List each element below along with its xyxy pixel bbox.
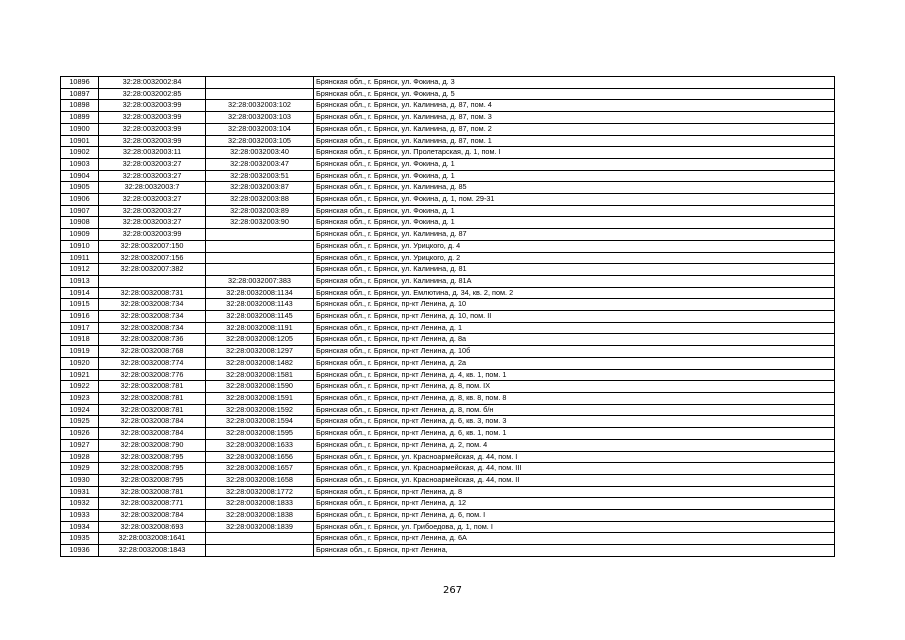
address-cell: Брянская обл., г. Брянск, пр-кт Ленина, д. 8а	[314, 334, 835, 346]
cadastral-number-cell: 32:28:0032008:795	[99, 474, 206, 486]
cadastral-number-cell: 32:28:0032003:99	[99, 135, 206, 147]
cadastral-number-cell: 32:28:0032003:27	[99, 217, 206, 229]
address-cell: Брянская обл., г. Брянск, ул. Красноармейская, д. 44, пом. III	[314, 463, 835, 475]
page-number: 267	[442, 585, 463, 596]
row-number-cell: 10899	[61, 112, 99, 124]
row-number-cell: 10918	[61, 334, 99, 346]
object-cadastral-number-cell: 32:28:0032003:87	[206, 182, 314, 194]
object-cadastral-number-cell: 32:28:0032003:51	[206, 170, 314, 182]
row-number-cell: 10909	[61, 229, 99, 241]
address-cell: Брянская обл., г. Брянск, пр-кт Ленина, д. 2, пом. 4	[314, 439, 835, 451]
row-number-cell: 10921	[61, 369, 99, 381]
object-cadastral-number-cell: 32:28:0032003:104	[206, 123, 314, 135]
object-cadastral-number-cell: 32:28:0032008:1145	[206, 311, 314, 323]
table-row	[61, 158, 835, 170]
cadastral-number-cell: 32:28:0032008:734	[99, 322, 206, 334]
object-cadastral-number-cell: 32:28:0032008:1591	[206, 392, 314, 404]
address-cell: Брянская обл., г. Брянск, ул. Красноармейская, д. 44, пом. II	[314, 474, 835, 486]
address-cell: Брянская обл., г. Брянск, ул. Фокина, д. 3	[314, 77, 835, 89]
table-row	[61, 404, 835, 416]
address-cell: Брянская обл., г. Брянск, ул. Грибоедова, д. 1, пом. I	[314, 521, 835, 533]
cadastral-number-cell: 32:28:0032003:99	[99, 100, 206, 112]
address-cell: Брянская обл., г. Брянск, ул. Калинина, д. 87, пом. 2	[314, 123, 835, 135]
row-number-cell: 10928	[61, 451, 99, 463]
object-cadastral-number-cell: 32:28:0032008:1633	[206, 439, 314, 451]
object-cadastral-number-cell	[206, 533, 314, 545]
table-row	[61, 381, 835, 393]
object-cadastral-number-cell	[206, 240, 314, 252]
cadastral-number-cell: 32:28:0032008:768	[99, 346, 206, 358]
address-cell: Брянская обл., г. Брянск, пр-кт Ленина, д. 8, пом. IX	[314, 381, 835, 393]
table-row	[61, 77, 835, 89]
cadastral-number-cell: 32:28:0032007:156	[99, 252, 206, 264]
cadastral-number-cell: 32:28:0032008:771	[99, 498, 206, 510]
object-cadastral-number-cell: 32:28:0032003:89	[206, 205, 314, 217]
cadastral-number-cell: 32:28:0032003:7	[99, 182, 206, 194]
table-row	[61, 264, 835, 276]
object-cadastral-number-cell: 32:28:0032008:1657	[206, 463, 314, 475]
cadastral-number-cell: 32:28:0032003:27	[99, 170, 206, 182]
cadastral-number-cell: 32:28:0032008:734	[99, 299, 206, 311]
address-cell: Брянская обл., г. Брянск, пр-кт Ленина, д. 8, кв. 8, пом. 8	[314, 392, 835, 404]
table-row	[61, 392, 835, 404]
object-cadastral-number-cell: 32:28:0032008:1143	[206, 299, 314, 311]
object-cadastral-number-cell: 32:28:0032008:1772	[206, 486, 314, 498]
row-number-cell: 10932	[61, 498, 99, 510]
address-cell: Брянская обл., г. Брянск, ул. Фокина, д. 1, пом. 29-31	[314, 194, 835, 206]
table-row	[61, 369, 835, 381]
row-number-cell: 10922	[61, 381, 99, 393]
cadastral-number-cell: 32:28:0032003:27	[99, 194, 206, 206]
cadastral-number-cell: 32:28:0032008:784	[99, 428, 206, 440]
registry-table-body	[61, 77, 835, 557]
table-row	[61, 194, 835, 206]
address-cell: Брянская обл., г. Брянск, пр-кт Ленина,	[314, 545, 835, 557]
cadastral-number-cell: 32:28:0032008:784	[99, 510, 206, 522]
row-number-cell: 10926	[61, 428, 99, 440]
table-row	[61, 229, 835, 241]
object-cadastral-number-cell: 32:28:0032008:1482	[206, 357, 314, 369]
address-cell: Брянская обл., г. Брянск, пр-кт Ленина, д. 6, кв. 3, пом. 3	[314, 416, 835, 428]
table-row	[61, 88, 835, 100]
row-number-cell: 10916	[61, 311, 99, 323]
row-number-cell: 10919	[61, 346, 99, 358]
cadastral-number-cell: 32:28:0032008:784	[99, 416, 206, 428]
address-cell: Брянская обл., г. Брянск, пр-кт Ленина, д. 2а	[314, 357, 835, 369]
cadastral-number-cell: 32:28:0032008:795	[99, 463, 206, 475]
cadastral-number-cell: 32:28:0032008:774	[99, 357, 206, 369]
object-cadastral-number-cell: 32:28:0032008:1205	[206, 334, 314, 346]
address-cell: Брянская обл., г. Брянск, ул. Фокина, д. 1	[314, 170, 835, 182]
row-number-cell: 10913	[61, 275, 99, 287]
object-cadastral-number-cell: 32:28:0032008:1581	[206, 369, 314, 381]
table-row	[61, 451, 835, 463]
cadastral-number-cell: 32:28:0032003:27	[99, 158, 206, 170]
cadastral-number-cell: 32:28:0032003:99	[99, 112, 206, 124]
object-cadastral-number-cell: 32:28:0032008:1658	[206, 474, 314, 486]
table-row	[61, 322, 835, 334]
address-cell: Брянская обл., г. Брянск, ул. Калинина, д. 87, пом. 1	[314, 135, 835, 147]
table-row	[61, 346, 835, 358]
cadastral-number-cell: 32:28:0032003:11	[99, 147, 206, 159]
cadastral-number-cell: 32:28:0032002:85	[99, 88, 206, 100]
object-cadastral-number-cell: 32:28:0032008:1590	[206, 381, 314, 393]
table-row	[61, 275, 835, 287]
row-number-cell: 10912	[61, 264, 99, 276]
row-number-cell: 10915	[61, 299, 99, 311]
cadastral-number-cell: 32:28:0032007:150	[99, 240, 206, 252]
row-number-cell: 10927	[61, 439, 99, 451]
table-row	[61, 311, 835, 323]
object-cadastral-number-cell	[206, 88, 314, 100]
row-number-cell: 10931	[61, 486, 99, 498]
row-number-cell: 10925	[61, 416, 99, 428]
object-cadastral-number-cell: 32:28:0032008:1595	[206, 428, 314, 440]
object-cadastral-number-cell: 32:28:0032008:1592	[206, 404, 314, 416]
row-number-cell: 10907	[61, 205, 99, 217]
address-cell: Брянская обл., г. Брянск, пр-кт Ленина, д. 6, пом. I	[314, 510, 835, 522]
object-cadastral-number-cell: 32:28:0032008:1839	[206, 521, 314, 533]
object-cadastral-number-cell	[206, 264, 314, 276]
row-number-cell: 10900	[61, 123, 99, 135]
address-cell: Брянская обл., г. Брянск, ул. Калинина, д. 87	[314, 229, 835, 241]
row-number-cell: 10901	[61, 135, 99, 147]
address-cell: Брянская обл., г. Брянск, ул. Емлютина, д. 34, кв. 2, пом. 2	[314, 287, 835, 299]
row-number-cell: 10905	[61, 182, 99, 194]
address-cell: Брянская обл., г. Брянск, ул. Фокина, д. 5	[314, 88, 835, 100]
address-cell: Брянская обл., г. Брянск, пр-кт Ленина, д. 1	[314, 322, 835, 334]
cadastral-number-cell: 32:28:0032002:84	[99, 77, 206, 89]
address-cell: Брянская обл., г. Брянск, ул. Урицкого, д. 4	[314, 240, 835, 252]
cadastral-number-cell: 32:28:0032008:734	[99, 311, 206, 323]
table-row	[61, 135, 835, 147]
property-registry-table	[60, 76, 835, 557]
cadastral-number-cell: 32:28:0032008:781	[99, 392, 206, 404]
row-number-cell: 10906	[61, 194, 99, 206]
cadastral-number-cell: 32:28:0032008:693	[99, 521, 206, 533]
address-cell: Брянская обл., г. Брянск, ул. Фокина, д. 1	[314, 158, 835, 170]
row-number-cell: 10911	[61, 252, 99, 264]
cadastral-number-cell: 32:28:0032003:27	[99, 205, 206, 217]
object-cadastral-number-cell: 32:28:0032003:103	[206, 112, 314, 124]
row-number-cell: 10902	[61, 147, 99, 159]
table-row	[61, 428, 835, 440]
table-row	[61, 240, 835, 252]
object-cadastral-number-cell: 32:28:0032008:1191	[206, 322, 314, 334]
table-row	[61, 498, 835, 510]
object-cadastral-number-cell: 32:28:0032003:88	[206, 194, 314, 206]
address-cell: Брянская обл., г. Брянск, ул. Калинина, д. 85	[314, 182, 835, 194]
row-number-cell: 10910	[61, 240, 99, 252]
address-cell: Брянская обл., г. Брянск, пр-кт Ленина, д. 8	[314, 486, 835, 498]
row-number-cell: 10897	[61, 88, 99, 100]
table-row	[61, 416, 835, 428]
row-number-cell: 10920	[61, 357, 99, 369]
object-cadastral-number-cell: 32:28:0032003:47	[206, 158, 314, 170]
address-cell: Брянская обл., г. Брянск, пр-кт Ленина, д. 12	[314, 498, 835, 510]
row-number-cell: 10929	[61, 463, 99, 475]
address-cell: Брянская обл., г. Брянск, пр-кт Ленина, д. 10, пом. II	[314, 311, 835, 323]
address-cell: Брянская обл., г. Брянск, ул. Калинина, д. 87, пом. 3	[314, 112, 835, 124]
cadastral-number-cell: 32:28:0032008:1641	[99, 533, 206, 545]
cadastral-number-cell: 32:28:0032008:781	[99, 404, 206, 416]
object-cadastral-number-cell: 32:28:0032008:1134	[206, 287, 314, 299]
table-row	[61, 545, 835, 557]
cadastral-number-cell: 32:28:0032008:1843	[99, 545, 206, 557]
address-cell: Брянская обл., г. Брянск, ул. Калинина, д. 81	[314, 264, 835, 276]
row-number-cell: 10896	[61, 77, 99, 89]
row-number-cell: 10908	[61, 217, 99, 229]
cadastral-number-cell: 32:28:0032008:731	[99, 287, 206, 299]
registry-sheet	[60, 76, 834, 557]
table-row	[61, 112, 835, 124]
table-row	[61, 252, 835, 264]
object-cadastral-number-cell: 32:28:0032008:1838	[206, 510, 314, 522]
row-number-cell: 10903	[61, 158, 99, 170]
object-cadastral-number-cell: 32:28:0032003:90	[206, 217, 314, 229]
cadastral-number-cell: 32:28:0032008:795	[99, 451, 206, 463]
address-cell: Брянская обл., г. Брянск, ул. Урицкого, д. 2	[314, 252, 835, 264]
cadastral-number-cell: 32:28:0032003:99	[99, 229, 206, 241]
address-cell: Брянская обл., г. Брянск, ул. Калинина, д. 81А	[314, 275, 835, 287]
address-cell: Брянская обл., г. Брянск, ул. Калинина, д. 87, пом. 4	[314, 100, 835, 112]
row-number-cell: 10924	[61, 404, 99, 416]
address-cell: Брянская обл., г. Брянск, пр-кт Ленина, д. 6, кв. 1, пом. 1	[314, 428, 835, 440]
cadastral-number-cell: 32:28:0032008:776	[99, 369, 206, 381]
row-number-cell: 10930	[61, 474, 99, 486]
address-cell: Брянская обл., г. Брянск, пр-кт Ленина, д. 6А	[314, 533, 835, 545]
address-cell: Брянская обл., г. Брянск, ул. Пролетарская, д. 1, пом. I	[314, 147, 835, 159]
object-cadastral-number-cell: 32:28:0032008:1594	[206, 416, 314, 428]
object-cadastral-number-cell	[206, 545, 314, 557]
row-number-cell: 10904	[61, 170, 99, 182]
table-row	[61, 334, 835, 346]
row-number-cell: 10936	[61, 545, 99, 557]
cadastral-number-cell	[99, 275, 206, 287]
cadastral-number-cell: 32:28:0032008:790	[99, 439, 206, 451]
row-number-cell: 10934	[61, 521, 99, 533]
table-row	[61, 170, 835, 182]
row-number-cell: 10898	[61, 100, 99, 112]
row-number-cell: 10923	[61, 392, 99, 404]
object-cadastral-number-cell	[206, 77, 314, 89]
object-cadastral-number-cell: 32:28:0032008:1833	[206, 498, 314, 510]
cadastral-number-cell: 32:28:0032008:781	[99, 381, 206, 393]
object-cadastral-number-cell	[206, 229, 314, 241]
address-cell: Брянская обл., г. Брянск, пр-кт Ленина, д. 10б	[314, 346, 835, 358]
table-row	[61, 474, 835, 486]
object-cadastral-number-cell	[206, 252, 314, 264]
table-row	[61, 463, 835, 475]
cadastral-number-cell: 32:28:0032008:736	[99, 334, 206, 346]
row-number-cell: 10933	[61, 510, 99, 522]
table-row	[61, 287, 835, 299]
cadastral-number-cell: 32:28:0032008:781	[99, 486, 206, 498]
table-row	[61, 357, 835, 369]
table-row	[61, 100, 835, 112]
table-row	[61, 521, 835, 533]
object-cadastral-number-cell: 32:28:0032003:40	[206, 147, 314, 159]
table-row	[61, 147, 835, 159]
object-cadastral-number-cell: 32:28:0032008:1297	[206, 346, 314, 358]
cadastral-number-cell: 32:28:0032003:99	[99, 123, 206, 135]
table-row	[61, 439, 835, 451]
cadastral-number-cell: 32:28:0032007:382	[99, 264, 206, 276]
table-row	[61, 217, 835, 229]
address-cell: Брянская обл., г. Брянск, пр-кт Ленина, д. 4, кв. 1, пом. 1	[314, 369, 835, 381]
table-row	[61, 299, 835, 311]
table-row	[61, 533, 835, 545]
table-row	[61, 486, 835, 498]
address-cell: Брянская обл., г. Брянск, ул. Красноармейская, д. 44, пом. I	[314, 451, 835, 463]
object-cadastral-number-cell: 32:28:0032003:105	[206, 135, 314, 147]
address-cell: Брянская обл., г. Брянск, пр-кт Ленина, д. 8, пом. б/н	[314, 404, 835, 416]
table-row	[61, 510, 835, 522]
table-row	[61, 182, 835, 194]
row-number-cell: 10917	[61, 322, 99, 334]
address-cell: Брянская обл., г. Брянск, пр-кт Ленина, д. 10	[314, 299, 835, 311]
object-cadastral-number-cell: 32:28:0032008:1656	[206, 451, 314, 463]
object-cadastral-number-cell: 32:28:0032007:383	[206, 275, 314, 287]
table-row	[61, 123, 835, 135]
row-number-cell: 10914	[61, 287, 99, 299]
object-cadastral-number-cell: 32:28:0032003:102	[206, 100, 314, 112]
address-cell: Брянская обл., г. Брянск, ул. Фокина, д. 1	[314, 205, 835, 217]
address-cell: Брянская обл., г. Брянск, ул. Фокина, д. 1	[314, 217, 835, 229]
row-number-cell: 10935	[61, 533, 99, 545]
table-row	[61, 205, 835, 217]
